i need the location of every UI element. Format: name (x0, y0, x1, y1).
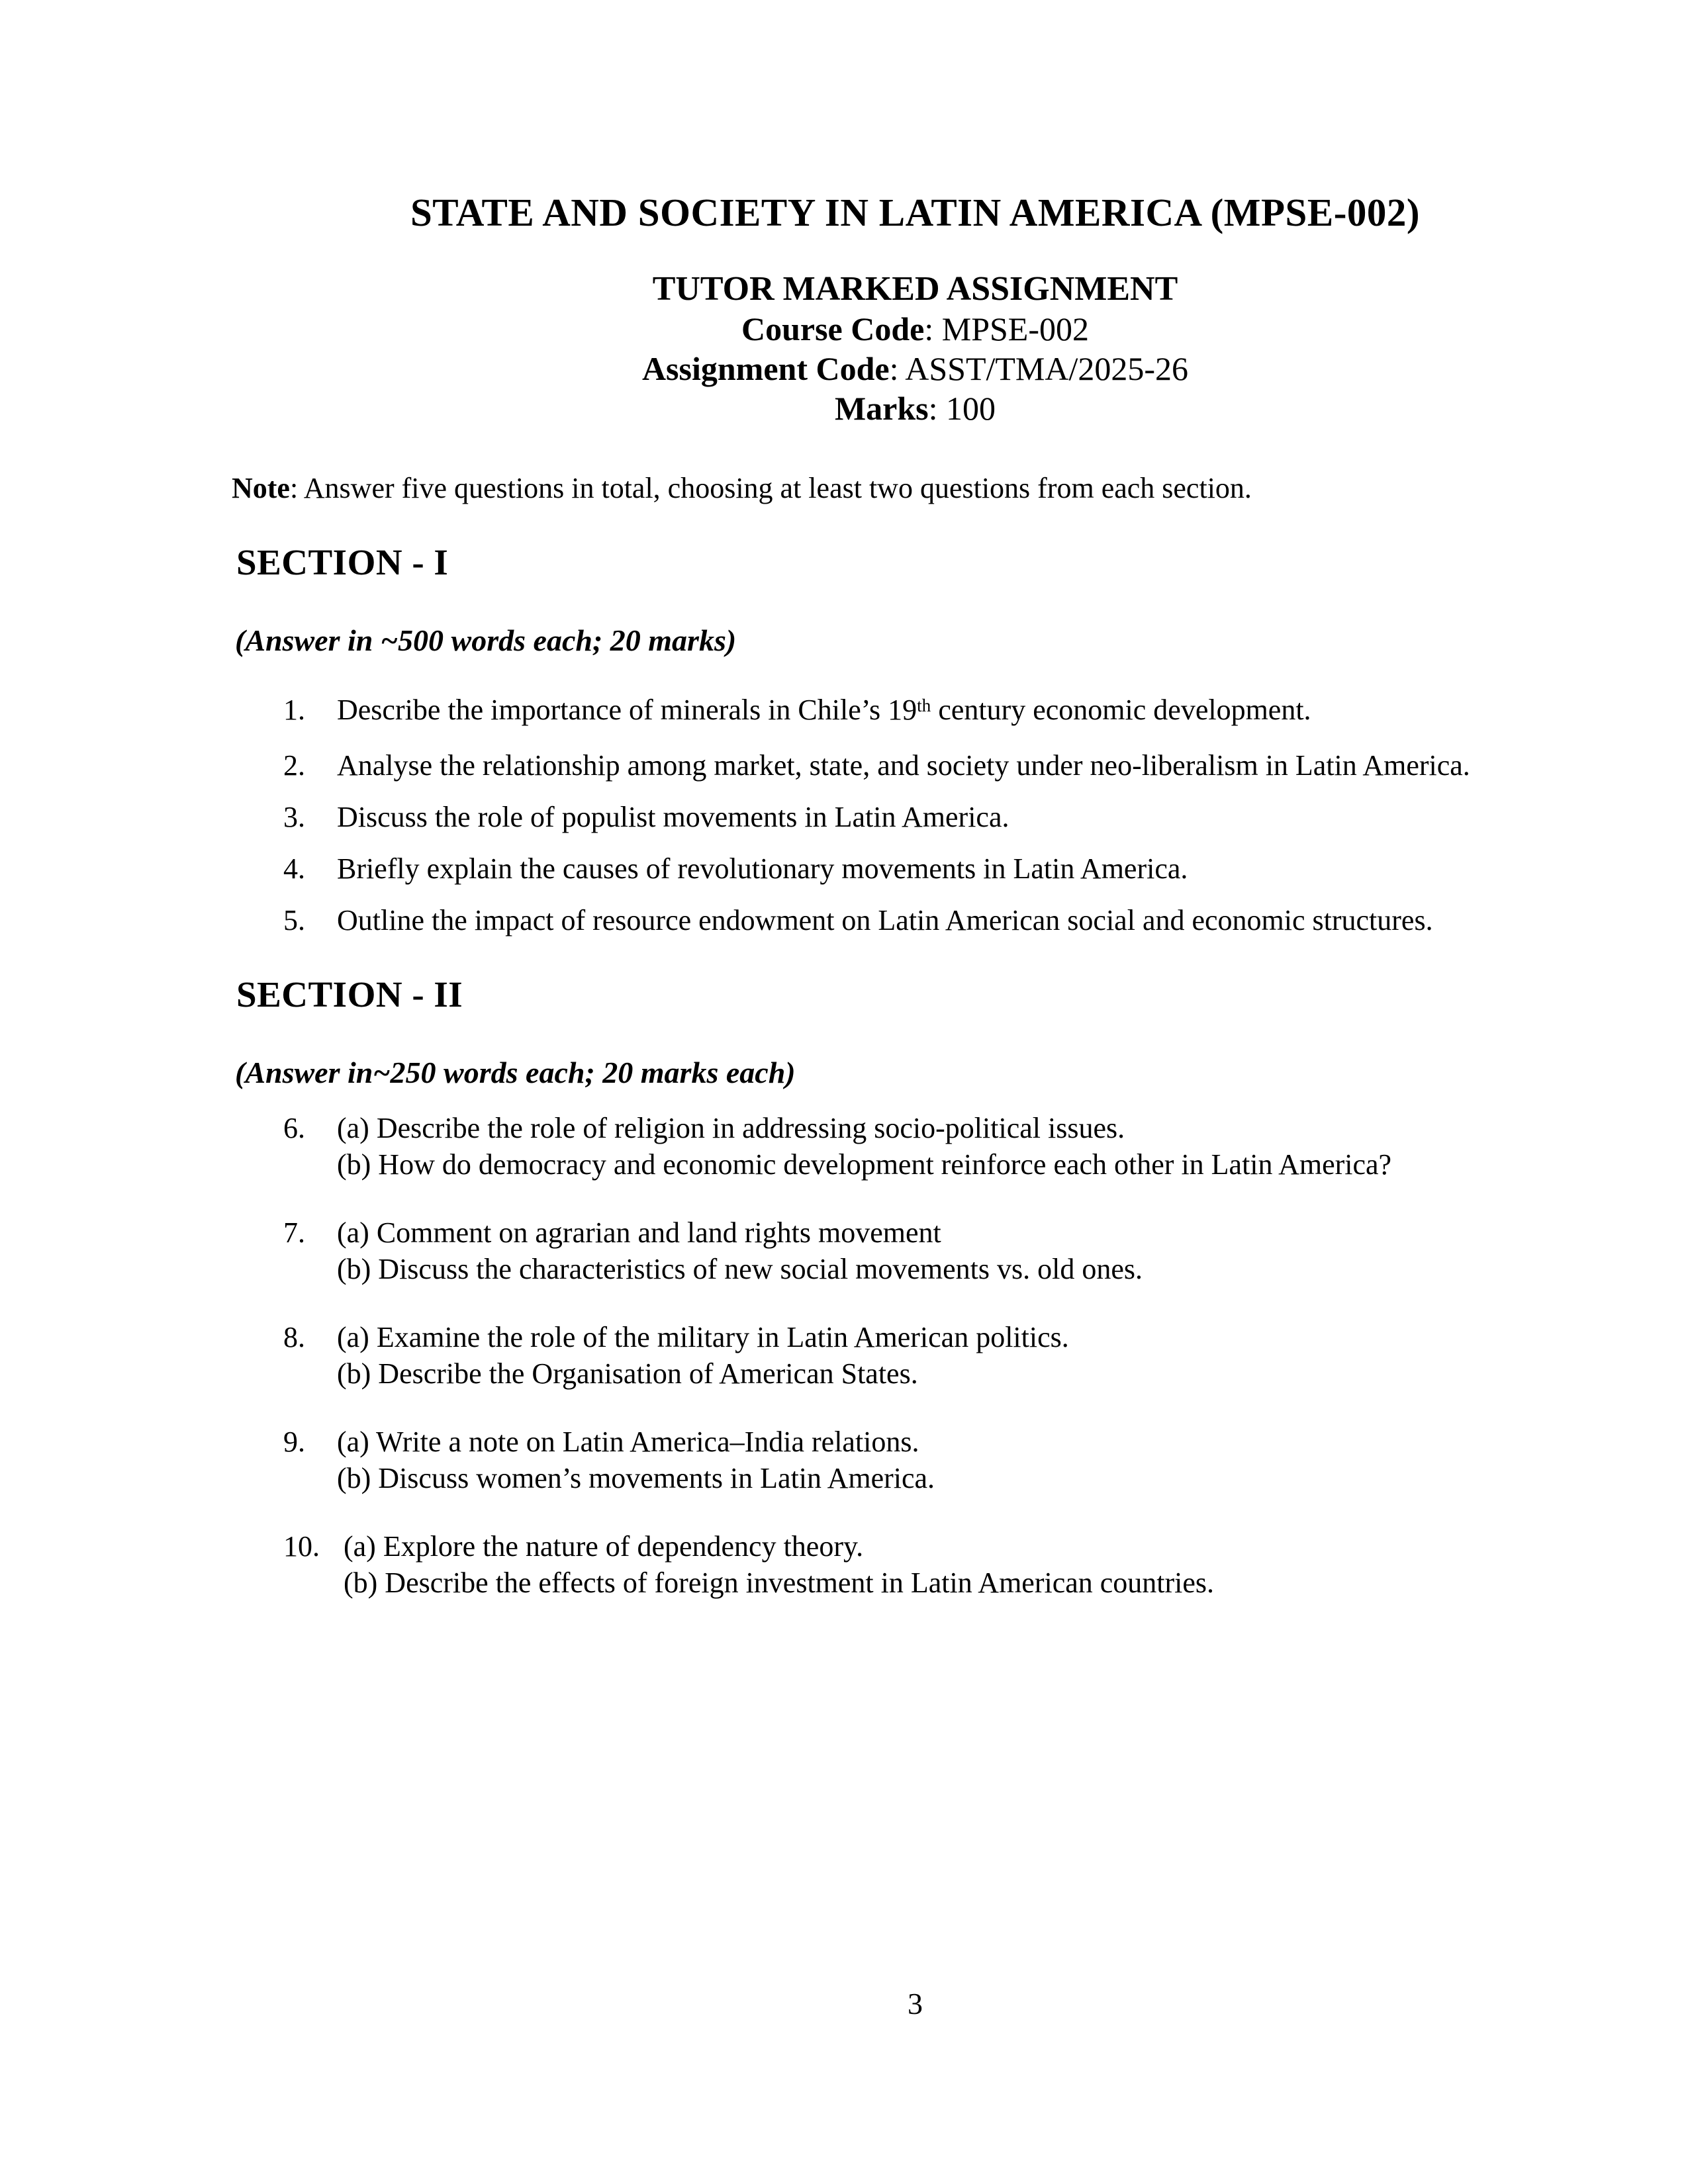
marks-label: Marks (834, 390, 929, 427)
question-part-a: (a) Comment on agrarian and land rights movement (337, 1216, 941, 1249)
question-part-a: (a) Explore the nature of dependency theory. (344, 1530, 864, 1563)
question-text (337, 1319, 1599, 1392)
assignment-subtitle: TUTOR MARKED ASSIGNMENT (652, 270, 1178, 308)
question-part-b: (b) Describe the effects of foreign investment in Latin American countries. (344, 1567, 1215, 1599)
question-text: Outline the impact of resource endowment on Latin American social and economic structures. (337, 904, 1433, 936)
question-part-a: (a) Write a note on Latin America–India relations. (337, 1426, 919, 1458)
header-block (232, 269, 1599, 428)
course-code-label: Course Code (741, 310, 925, 347)
question-text (337, 1424, 1599, 1496)
note-text: : Answer five questions in total, choosing at least two questions from each section. (289, 472, 1252, 504)
question-item-9 (232, 1424, 1599, 1496)
question-text (344, 1528, 1599, 1601)
question-number: 8. (283, 1321, 305, 1353)
question-text: Discuss the role of populist movements in Latin America. (337, 801, 1009, 833)
question-number: 9. (283, 1426, 305, 1458)
note-label: Note (232, 472, 290, 504)
question-text: Briefly explain the causes of revolutionary movements in Latin America. (337, 852, 1188, 885)
question-part-b: (b) Describe the Organisation of American States. (337, 1357, 918, 1390)
assignment-code-value: : ASST/TMA/2025-26 (889, 350, 1189, 387)
marks-value: : 100 (928, 390, 996, 427)
assignment-code-label: Assignment Code (641, 350, 890, 387)
question-text (337, 1110, 1599, 1183)
question-part-b: (b) Discuss women’s movements in Latin America. (337, 1462, 935, 1494)
question-number: 1. (283, 694, 305, 726)
question-number: 7. (283, 1216, 305, 1249)
course-code-line (232, 309, 1599, 349)
question-number: 4. (283, 852, 305, 885)
question-number: 6. (283, 1112, 305, 1144)
page-title: STATE AND SOCIETY IN LATIN AMERICA (MPSE-002) (410, 191, 1420, 234)
question-number: 10. (283, 1530, 320, 1563)
marks-line (232, 388, 1599, 428)
question-part-a: (a) Examine the role of the military in Latin American politics. (337, 1321, 1069, 1353)
question-item-7 (232, 1214, 1599, 1287)
question-item-10 (232, 1528, 1599, 1601)
question-item-2 (232, 747, 1599, 784)
question-text (337, 1214, 1599, 1287)
page-number: 3 (908, 1987, 923, 2021)
question-item-6 (232, 1110, 1599, 1183)
question-item-4 (232, 850, 1599, 887)
question-text (337, 694, 1311, 726)
course-code-value: : MPSE-002 (924, 310, 1090, 347)
question-item-1 (232, 691, 1599, 733)
question-part-a: (a) Describe the role of religion in addressing socio-political issues. (337, 1112, 1125, 1144)
section-2-question-list (232, 1110, 1599, 1601)
question-1-pre: Describe the importance of minerals in Chile’s 19 (337, 694, 917, 726)
section-1-instruction: (Answer in ~500 words each; 20 marks) (235, 623, 737, 657)
question-number: 3. (283, 801, 305, 833)
section-2-instruction: (Answer in~250 words each; 20 marks each) (235, 1056, 796, 1089)
question-number: 5. (283, 904, 305, 936)
section-1-question-list (232, 691, 1599, 939)
question-part-b: (b) Discuss the characteristics of new social movements vs. old ones. (337, 1253, 1143, 1285)
note-paragraph (232, 469, 1599, 507)
question-text: Analyse the relationship among market, state, and society under neo-liberalism in Latin America. (337, 749, 1470, 782)
page-content (232, 0, 1599, 1633)
question-item-3 (232, 798, 1599, 836)
question-part-b: (b) How do democracy and economic development reinforce each other in Latin America? (337, 1148, 1392, 1181)
section-2-heading: SECTION - II (236, 974, 463, 1015)
section-1-heading: SECTION - I (236, 542, 449, 582)
superscript-th: th (917, 695, 931, 715)
question-item-5 (232, 901, 1599, 939)
assignment-code-line (232, 349, 1599, 388)
question-1-post: century economic development. (931, 694, 1311, 726)
question-item-8 (232, 1319, 1599, 1392)
question-number: 2. (283, 749, 305, 782)
